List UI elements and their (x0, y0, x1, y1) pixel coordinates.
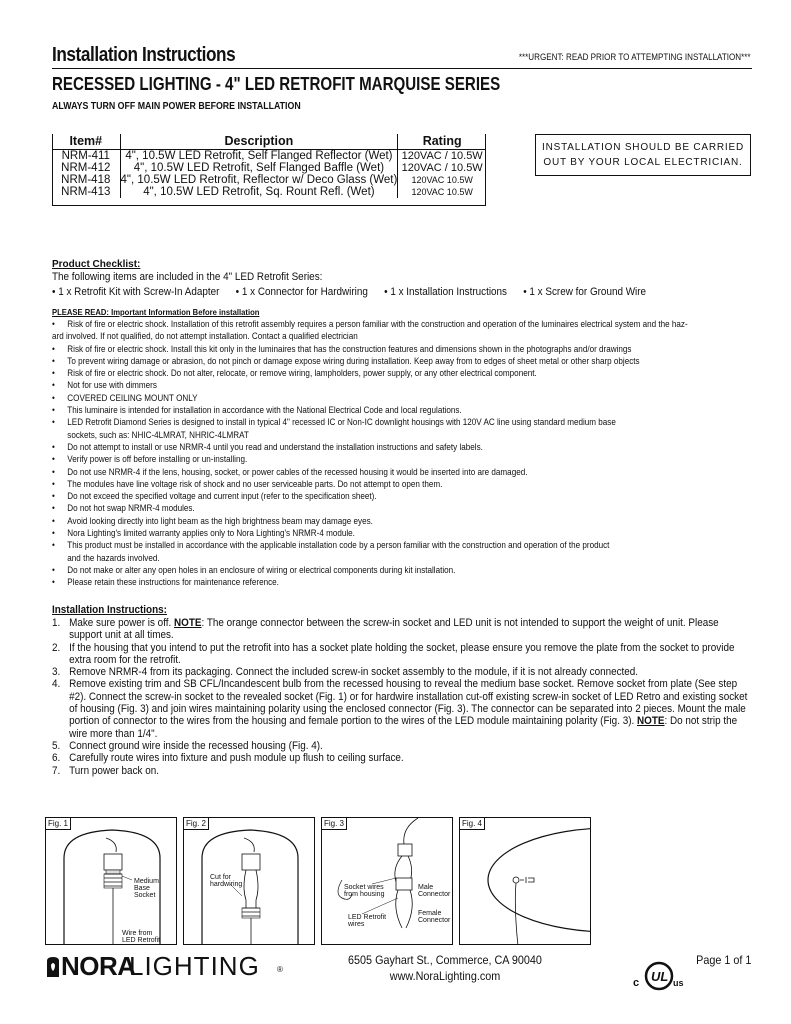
item-number: NRM-418 (61, 174, 111, 186)
step-item: 7. Turn power back on. (52, 764, 159, 777)
urgent-notice: ***URGENT: READ PRIOR TO ATTEMPTING INSTALLATION*** (519, 52, 751, 63)
warning-item: • To prevent wiring damage or abrasion, do not pinch or damage expose wiring during installation. Keep away from to edges of sheet metal or other sharp objects (52, 355, 745, 367)
table-row (52, 162, 486, 174)
item-rating: 120VAC 10.5W (411, 187, 473, 197)
checklist-intro: The following items are included in the 4" LED Retrofit Series: (52, 271, 323, 283)
logo-text-bold: NORA (61, 951, 136, 981)
step-item: 1. Make sure power is off. NOTE: The orange connector between the screw-in socket and LED unit is not intended to support the weight of unit. Please support unit at all times. (52, 617, 719, 642)
warning-item: • Do not hot swap NRMR-4 modules. (52, 502, 745, 514)
figure-1-caption: Medium Base Socket (134, 878, 159, 899)
figure-3-caption: Male Connector (418, 884, 451, 898)
figure-4-label: Fig. 4 (460, 818, 485, 830)
warning-item: • COVERED CEILING MOUNT ONLY (52, 392, 745, 404)
item-number: NRM-412 (61, 162, 111, 174)
nora-lighting-logo (45, 951, 285, 981)
item-description: 4", 10.5W LED Retrofit, Self Flanged Reflector (Wet) (120, 150, 398, 163)
header-rule (52, 68, 752, 69)
company-address (342, 952, 549, 984)
website-link[interactable]: www.NoraLighting.com (389, 969, 501, 983)
step-item: 6. Carefully route wires into fixture and push module up flush to ceiling surface. (52, 752, 404, 765)
page-number: Page 1 of 1 (695, 953, 751, 967)
warning-item-continued: sockets, such as: NHIC-4LMRAT, NHRIC-4LMRAT (67, 429, 249, 440)
checklist-item: • 1 x Installation Instructions (384, 286, 507, 298)
figure-3-caption: Socket wires from housing (344, 884, 385, 898)
checklist-item: • 1 x Screw for Ground Wire (523, 286, 646, 298)
figure-2-label: Fig. 2 (184, 818, 209, 830)
figure-1-label: Fig. 1 (46, 818, 71, 830)
figure-1 (45, 817, 177, 945)
warning-item: • Do not exceed the specified voltage and current input (refer to the specification sheet). (52, 490, 745, 502)
checklist-item: • 1 x Retrofit Kit with Screw-In Adapter (52, 286, 219, 298)
svg-text:us: us (673, 978, 684, 988)
table-header-description: Description (120, 134, 398, 150)
warning-item: • Do not use NRMR-4 if the lens, housing, socket, or power cables of the recessed housing it would be inserted into are damaged. (52, 466, 745, 478)
table-row (52, 186, 486, 198)
installation-steps (52, 617, 752, 777)
table-row (52, 174, 486, 186)
item-description: 4", 10.5W LED Retrofit, Self Flanged Baffle (Wet) (120, 162, 398, 174)
warning-item: • Risk of fire or electric shock. Do not alter, relocate, or remove wiring, lampholders, power supply, or any other electrical component. (52, 367, 745, 379)
figure-1-caption: Wire from LED Retrofit (122, 930, 161, 944)
warning-item: • LED Retrofit Diamond Series is designed to install in typical 4" recessed IC or Non-IC downlight housings with 120V AC line using standard medium base (52, 416, 745, 428)
warnings-list (52, 318, 745, 589)
warning-item: • Avoid looking directly into light beam as the high brightness beam may damage eyes. (52, 515, 745, 527)
checklist (52, 286, 646, 298)
logo-text-light: LIGHTING (129, 951, 260, 981)
installation-heading: Installation Instructions: (52, 604, 167, 616)
warning-item: • Please retain these instructions for maintenance reference. (52, 576, 745, 588)
figure-3-drawing (322, 818, 453, 945)
item-description: 4", 10.5W LED Retrofit, Reflector w/ Deco Glass (Wet) (120, 174, 398, 186)
figure-3 (321, 817, 453, 945)
item-number: NRM-413 (61, 186, 111, 198)
warning-item: • Nora Lighting's limited warranty applies only to Nora Lighting's NRMR-4 module. (52, 527, 745, 539)
note-label: NOTE (174, 617, 202, 629)
item-rating: 120VAC 10.5W (411, 175, 473, 185)
product-series-title: RECESSED LIGHTING - 4" LED RETROFIT MARQUISE SERIES (52, 74, 501, 94)
step-item: 4. Remove existing trim and SB CFL/Incandescent bulb from the recessed housing to reveal the medium base socket. Remove socket from plate (See step #2). Connect the screw-in socket to the revealed socket (Fig. 1) or for hardwire installation cut-off existing screw-in socket of LED Retro and existing socket of housing (Fig. 3) and join wires maintaining polarity using the enclosed connector (Fig. 3). The connector can be separated into 2 pieces. Mount the male portion of connector to the wires from the housing and female portion to the wires of the LED module maintaining polarity (Fig. 3). NOTE: Do not strip the wire more than 1/4". (52, 678, 748, 740)
electrician-notice: INSTALLATION SHOULD BE CARRIED OUT BY YOUR LOCAL ELECTRICIAN. (535, 134, 751, 176)
step-item: 3. Remove NRMR-4 from its packaging. Connect the included screw-in socket assembly to the module, if it is not already connected. (52, 666, 639, 679)
figure-3-caption: Female Connector (418, 910, 451, 924)
registered-mark: ® (277, 965, 283, 974)
ul-certification-icon (632, 960, 686, 992)
note-label: NOTE (637, 715, 665, 728)
warning-item: • This luminaire is intended for installation in accordance with the National Electrical Code and local regulations. (52, 404, 745, 416)
items-table (52, 134, 486, 198)
item-rating: 120VAC / 10.5W (401, 162, 483, 174)
warning-item-continued: ard involved. If not qualified, do not attempt installation. Contact a qualified electrician (52, 331, 358, 342)
figure-3-caption: LED Retrofit wires (348, 914, 387, 928)
power-warning: ALWAYS TURN OFF MAIN POWER BEFORE INSTALLATION (52, 101, 301, 112)
table-header-item: Item# (52, 134, 120, 150)
item-number: NRM-411 (61, 150, 110, 162)
item-description: 4", 10.5W LED Retrofit, Sq. Rount Refl. (Wet) (120, 186, 398, 198)
warning-item: • This product must be installed in accordance with the applicable installation code by a person familiar with the construction and operation of the product (52, 539, 745, 551)
item-rating: 120VAC / 10.5W (401, 150, 483, 162)
checklist-item: • 1 x Connector for Hardwiring (236, 286, 368, 298)
address-line: 6505 Gayhart St., Commerce, CA 90040 (348, 953, 542, 967)
warning-item: • Not for use with dimmers (52, 379, 745, 391)
figure-4 (459, 817, 591, 945)
warning-item: • Do not make or alter any open holes in an enclosure of wiring or electrical components during kit installation. (52, 564, 745, 576)
figure-4-drawing (460, 818, 591, 945)
logo-mark-icon (45, 955, 61, 979)
svg-text:c: c (633, 977, 640, 989)
figure-2-caption: Cut for hardwiring (210, 874, 243, 888)
figure-2 (183, 817, 315, 945)
svg-text:UL: UL (651, 969, 669, 984)
step-item: 2. If the housing that you intend to put the retrofit into has a socket plate holding the socket, please ensure you remove the plate from the socket to provide extra room for the retrofit. (52, 641, 735, 666)
warning-item: • Risk of fire or electric shock. Install this kit only in the luminaires that has the construction features and dimensions shown in the photographs and/or drawings (52, 343, 745, 355)
checklist-heading: Product Checklist: (52, 259, 141, 270)
step-item: 5. Connect ground wire inside the recessed housing (Fig. 4). (52, 739, 323, 752)
warning-item-continued: and the hazards involved. (67, 552, 160, 563)
warning-item: • The modules have line voltage risk of shock and no user serviceable parts. Do not attempt to open them. (52, 478, 745, 490)
warnings-heading: PLEASE READ: Important Information Before installation (52, 307, 260, 317)
warning-item: • Risk of fire or electric shock. Installation of this retrofit assembly requires a person familiar with the construction and operation of the luminaires electrical system and the haz- (52, 318, 745, 330)
figure-3-label: Fig. 3 (322, 818, 347, 830)
page-title: Installation Instructions (52, 44, 236, 66)
ul-listed-mark (632, 960, 686, 992)
table-header-rating: Rating (398, 134, 486, 150)
warning-item: • Verify power is off before installing or un-installing. (52, 453, 745, 465)
warning-item: • Do not attempt to install or use NRMR-4 until you read and understand the installation instructions and safety labels. (52, 441, 745, 453)
table-row (52, 150, 486, 163)
figure-2-drawing (184, 818, 315, 945)
